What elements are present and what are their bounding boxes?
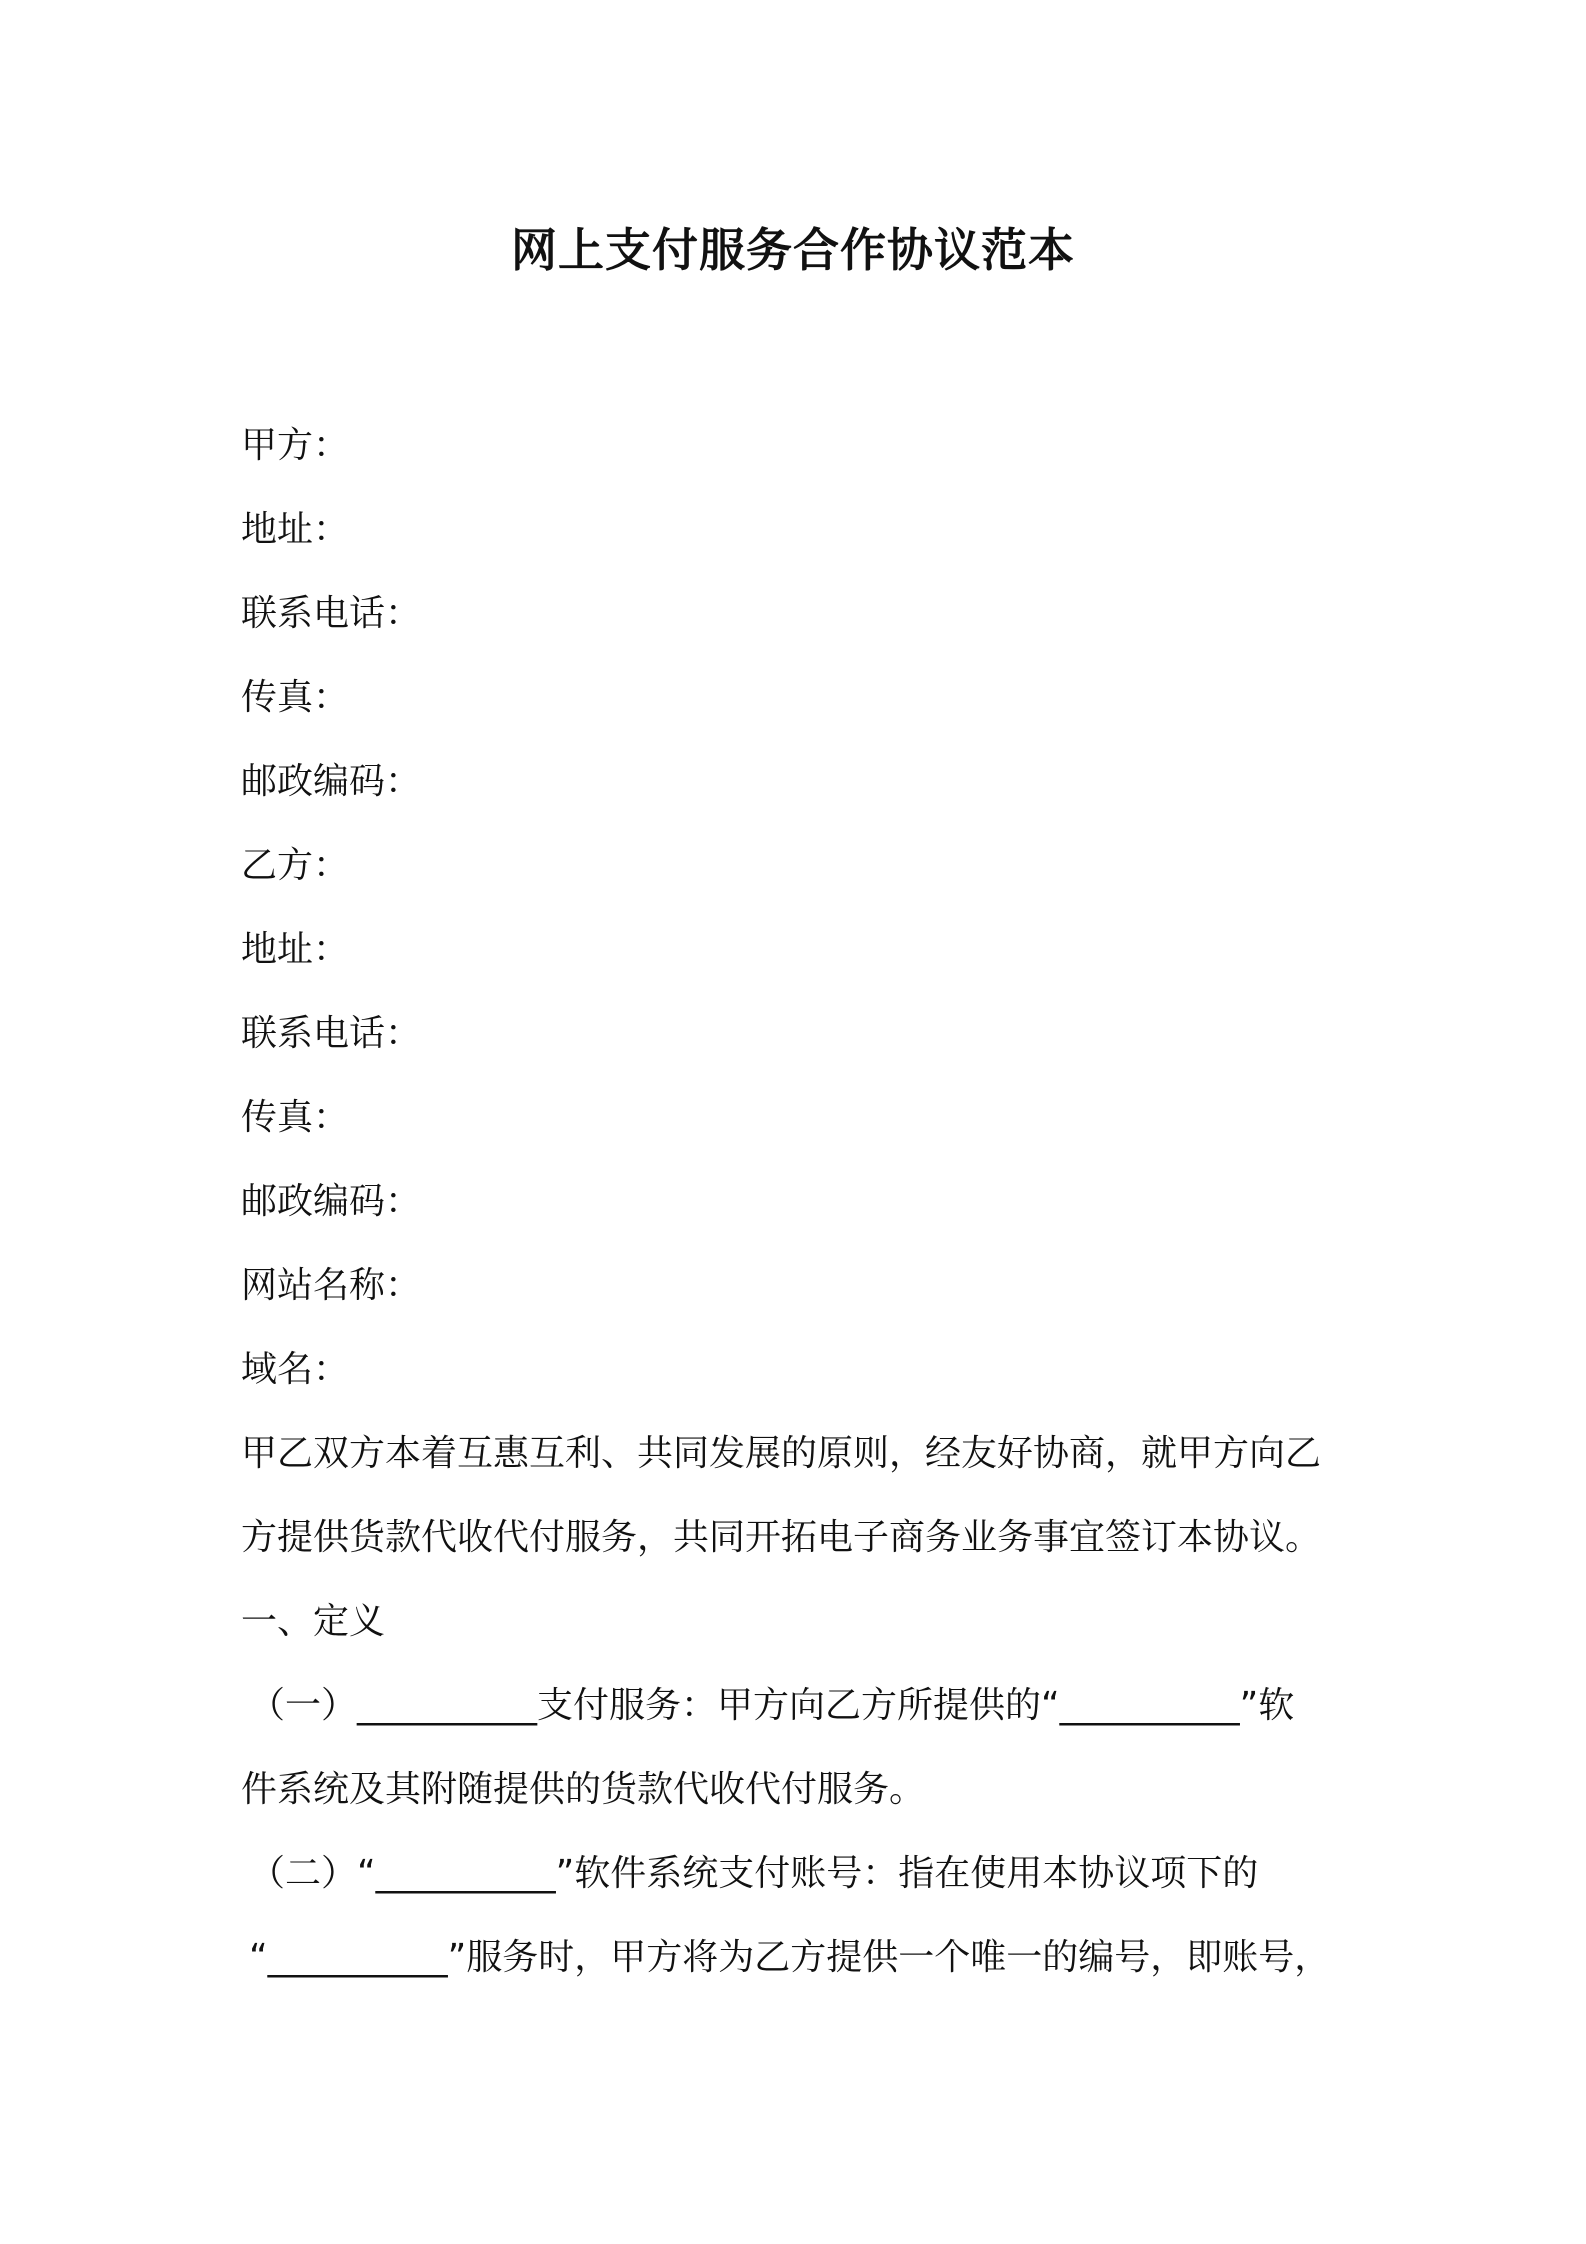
document-title: 网上支付服务合作协议范本: [511, 223, 1075, 277]
preamble-line-1: 甲乙双方本着互惠互利、共同发展的原则，经友好协商，就甲方向乙: [241, 1433, 1322, 1474]
domain-label: 域名：: [241, 1349, 350, 1390]
clause-2-line-2: “__________”服务时，甲方将为乙方提供一个唯一的编号，即账号，: [249, 1937, 1331, 1978]
preamble-line-2: 方提供货款代收代付服务，共同开拓电子商务业务事宜签订本协议。: [241, 1517, 1322, 1558]
party-b-label: 乙方：: [241, 845, 350, 886]
party-a-postcode-label: 邮政编码：: [241, 761, 422, 802]
document-body: [241, 404, 1361, 2000]
party-a-label: 甲方：: [241, 425, 350, 466]
party-b-postcode-label: 邮政编码：: [241, 1181, 422, 1222]
website-name-label: 网站名称：: [241, 1265, 422, 1306]
party-a-address-label: 地址：: [241, 509, 350, 550]
section-heading-definitions: 一、定义: [241, 1601, 386, 1642]
party-b-fax-label: 传真：: [241, 1097, 350, 1138]
clause-1-line-1: （一）__________支付服务：甲方向乙方所提供的“__________”软: [249, 1685, 1295, 1726]
party-b-phone-label: 联系电话：: [241, 1013, 422, 1054]
clause-1-line-2: 件系统及其附随提供的货款代收代付服务。: [241, 1769, 926, 1810]
party-a-phone-label: 联系电话：: [241, 593, 422, 634]
clause-2-line-1: （二）“__________”软件系统支付账号：指在使用本协议项下的: [249, 1853, 1259, 1894]
party-b-address-label: 地址：: [241, 929, 350, 970]
party-a-fax-label: 传真：: [241, 677, 350, 718]
